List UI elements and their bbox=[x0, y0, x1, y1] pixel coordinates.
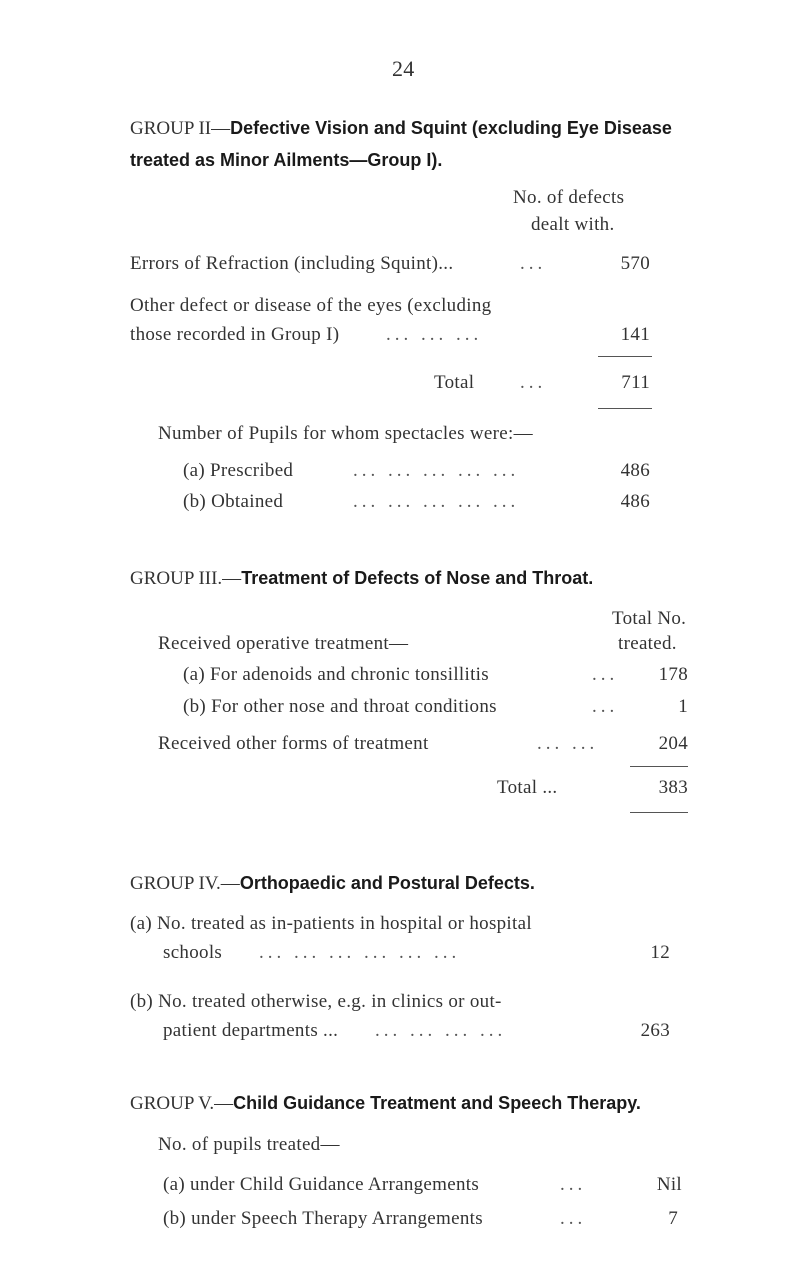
group2-total-dots: ... bbox=[520, 372, 547, 393]
group3-subtotal-rule bbox=[630, 766, 688, 767]
group2-spectacles-label: Number of Pupils for whom spectacles were:— bbox=[158, 423, 533, 444]
group3-prefix: GROUP III.— bbox=[130, 568, 242, 589]
group2-subtotal-rule bbox=[598, 356, 652, 357]
group3-col-header-line2: treated. bbox=[618, 633, 677, 654]
group2-title-line1: Defective Vision and Squint (excluding Eye Disease bbox=[230, 118, 672, 138]
group2-obtained-label: (b) Obtained bbox=[183, 491, 284, 512]
group2-row1-value: 570 bbox=[620, 253, 650, 274]
group2-row1-dots: ... bbox=[520, 253, 547, 274]
group5-row-a-value: Nil bbox=[656, 1174, 682, 1195]
group5-row-b-label: (b) under Speech Therapy Arrangements bbox=[163, 1208, 483, 1229]
group2-obtained-dots: ... ... ... ... ... bbox=[353, 491, 520, 512]
group2-prefix: GROUP II— bbox=[130, 118, 231, 139]
page-number: 24 bbox=[392, 56, 415, 81]
group3-total-rule bbox=[630, 812, 688, 813]
group2-heading bbox=[130, 118, 672, 140]
group4-row-a-value: 12 bbox=[650, 942, 670, 963]
group4-row-b-line1: (b) No. treated otherwise, e.g. in clinics or out- bbox=[130, 991, 502, 1012]
group5-heading bbox=[130, 1093, 641, 1115]
group3-col-header-line1: Total No. bbox=[612, 608, 687, 629]
group2-prescribed-dots: ... ... ... ... ... bbox=[353, 460, 520, 481]
group2-row2-value: 141 bbox=[620, 324, 650, 345]
group4-heading bbox=[130, 873, 535, 895]
group2-total-label: Total bbox=[434, 372, 475, 393]
group2-row2-label-line1: Other defect or disease of the eyes (excluding bbox=[130, 295, 492, 316]
group5-row-a-label: (a) under Child Guidance Arrangements bbox=[163, 1174, 480, 1195]
group3-total-label: Total ... bbox=[497, 777, 558, 798]
group3-heading bbox=[130, 568, 593, 590]
group2-total-value: 711 bbox=[621, 372, 650, 393]
group3-row-b-value: 1 bbox=[678, 696, 688, 717]
group2-prescribed-value: 486 bbox=[620, 460, 650, 481]
group4-row-b-dots: ... ... ... ... bbox=[375, 1020, 507, 1041]
group3-other-dots: ... ... bbox=[537, 733, 599, 754]
group3-other-value: 204 bbox=[658, 733, 688, 754]
group2-col-header-line1: No. of defects bbox=[513, 187, 625, 208]
group3-total-value: 383 bbox=[658, 777, 688, 798]
group3-operative-label: Received operative treatment— bbox=[158, 633, 409, 654]
group3-row-b-label: (b) For other nose and throat conditions bbox=[183, 696, 497, 717]
group2-title-line2: treated as Minor Ailments—Group I). bbox=[130, 150, 443, 170]
group2-row2-dots: ... ... ... bbox=[386, 324, 483, 345]
group3-row-a-label: (a) For adenoids and chronic tonsillitis bbox=[183, 664, 489, 685]
group4-row-a-line1: (a) No. treated as in-patients in hospital or hospital bbox=[130, 913, 532, 934]
group4-prefix: GROUP IV.— bbox=[130, 873, 240, 894]
group3-other-label: Received other forms of treatment bbox=[158, 733, 429, 754]
group4-row-b-line2: patient departments ... bbox=[163, 1020, 339, 1041]
group3-row-b-dots: ... bbox=[592, 696, 619, 717]
group3-row-a-dots: ... bbox=[592, 664, 619, 685]
group5-prefix: GROUP V.— bbox=[130, 1093, 234, 1114]
group3-title: Treatment of Defects of Nose and Throat. bbox=[241, 568, 594, 588]
group5-pupils-label: No. of pupils treated— bbox=[158, 1134, 340, 1155]
group2-row2-label-line2: those recorded in Group I) bbox=[130, 324, 340, 345]
group4-row-a-dots: ... ... ... ... ... ... bbox=[259, 942, 461, 963]
group3-row-a-value: 178 bbox=[658, 664, 688, 685]
group2-obtained-value: 486 bbox=[620, 491, 650, 512]
group2-col-header-line2: dealt with. bbox=[531, 214, 615, 235]
group4-row-a-line2: schools bbox=[163, 942, 223, 963]
group4-title: Orthopaedic and Postural Defects. bbox=[239, 873, 535, 893]
group2-prescribed-label: (a) Prescribed bbox=[183, 460, 294, 481]
group4-row-b-value: 263 bbox=[640, 1020, 670, 1041]
group5-row-a-dots: ... bbox=[560, 1174, 587, 1195]
group5-row-b-dots: ... bbox=[560, 1208, 587, 1229]
group5-title: Child Guidance Treatment and Speech Therapy. bbox=[233, 1093, 641, 1113]
group2-total-rule bbox=[598, 408, 652, 409]
group5-row-b-value: 7 bbox=[668, 1208, 678, 1229]
group2-row1-label: Errors of Refraction (including Squint)... bbox=[130, 253, 454, 274]
